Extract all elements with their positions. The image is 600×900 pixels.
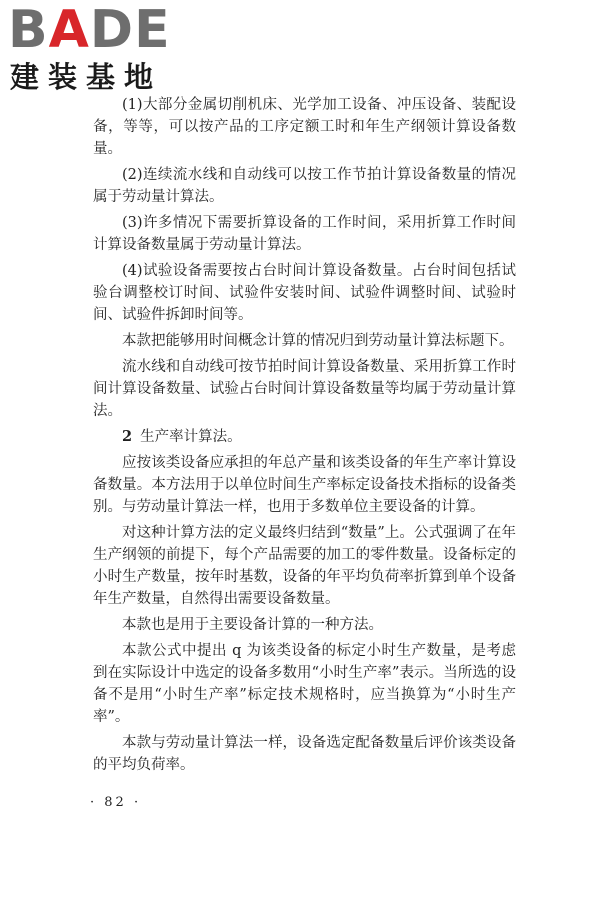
paragraph-productivity-definition: 应按该类设备应承担的年总产量和该类设备的年生产率计算设备数量。本方法用于以单位时间生产率标定设备技术指标的设备类别。与劳动量计算法一样，也用于多数单位主要设备的计算。: [93, 455, 516, 515]
logo-letter-d: D: [89, 0, 135, 60]
paragraph-flowline: 流水线和自动线可按节拍时间计算设备数量、采用折算工作时间计算设备数量、试验占台时间计算设备数量等均属于劳动量计算法。: [93, 359, 516, 419]
paragraph-quantity: 对这种计算方法的定义最终归结到“数量”上。公式强调了在年生产纲领的前提下，每个产品需要的加工的零件数量。设备标定的小时生产数量，按年时基数，设备的年平均负荷率折算到单个设备年生产数量，自然得出需要设备数量。: [93, 525, 516, 607]
logo-wordmark: [8, 0, 183, 60]
logo: [8, 0, 183, 94]
logo-chinese-name: 建装基地: [10, 60, 163, 94]
section-number: 2: [122, 428, 133, 445]
paragraph-main-equipment: 本款也是用于主要设备计算的一种方法。: [122, 617, 383, 633]
paragraph-item-3: (3)许多情况下需要折算设备的工作时间，采用折算工作时间计算设备数量属于劳动量计算法。: [93, 215, 516, 253]
logo-letter-b: B: [8, 0, 49, 60]
page-number: · 82 ·: [90, 795, 142, 810]
logo-letter-e: E: [134, 0, 171, 60]
logo-letter-a: A: [48, 0, 90, 60]
paragraph-formula-q: 本款公式中提出 q 为该类设备的标定小时生产数量，是考虑到在实际设计中选定的设备多数用“小时生产率”表示。当所选的设备不是用“小时生产率”标定技术规格时，应当换算为“小时生产率”。: [93, 643, 516, 725]
section-heading: [93, 426, 516, 448]
paragraph-summary: 本款把能够用时间概念计算的情况归到劳动量计算法标题下。: [122, 333, 514, 349]
paragraph-load-rate: 本款与劳动量计算法一样，设备选定配备数量后评价该类设备的平均负荷率。: [93, 735, 516, 773]
document-body: [93, 94, 516, 780]
paragraph-item-2: (2)连续流水线和自动线可以按工作节拍计算设备数量的情况属于劳动量计算法。: [93, 167, 516, 205]
paragraph-item-1: (1)大部分金属切削机床、光学加工设备、冲压设备、装配设备，等等，可以按产品的工序定额工时和年生产纲领计算设备数量。: [93, 97, 516, 157]
section-title: 生产率计算法。: [140, 429, 242, 445]
paragraph-item-4: (4)试验设备需要按占台时间计算设备数量。占台时间包括试验台调整校订时间、试验件安装时间、试验件调整时间、试验时间、试验件拆卸时间等。: [93, 263, 516, 323]
